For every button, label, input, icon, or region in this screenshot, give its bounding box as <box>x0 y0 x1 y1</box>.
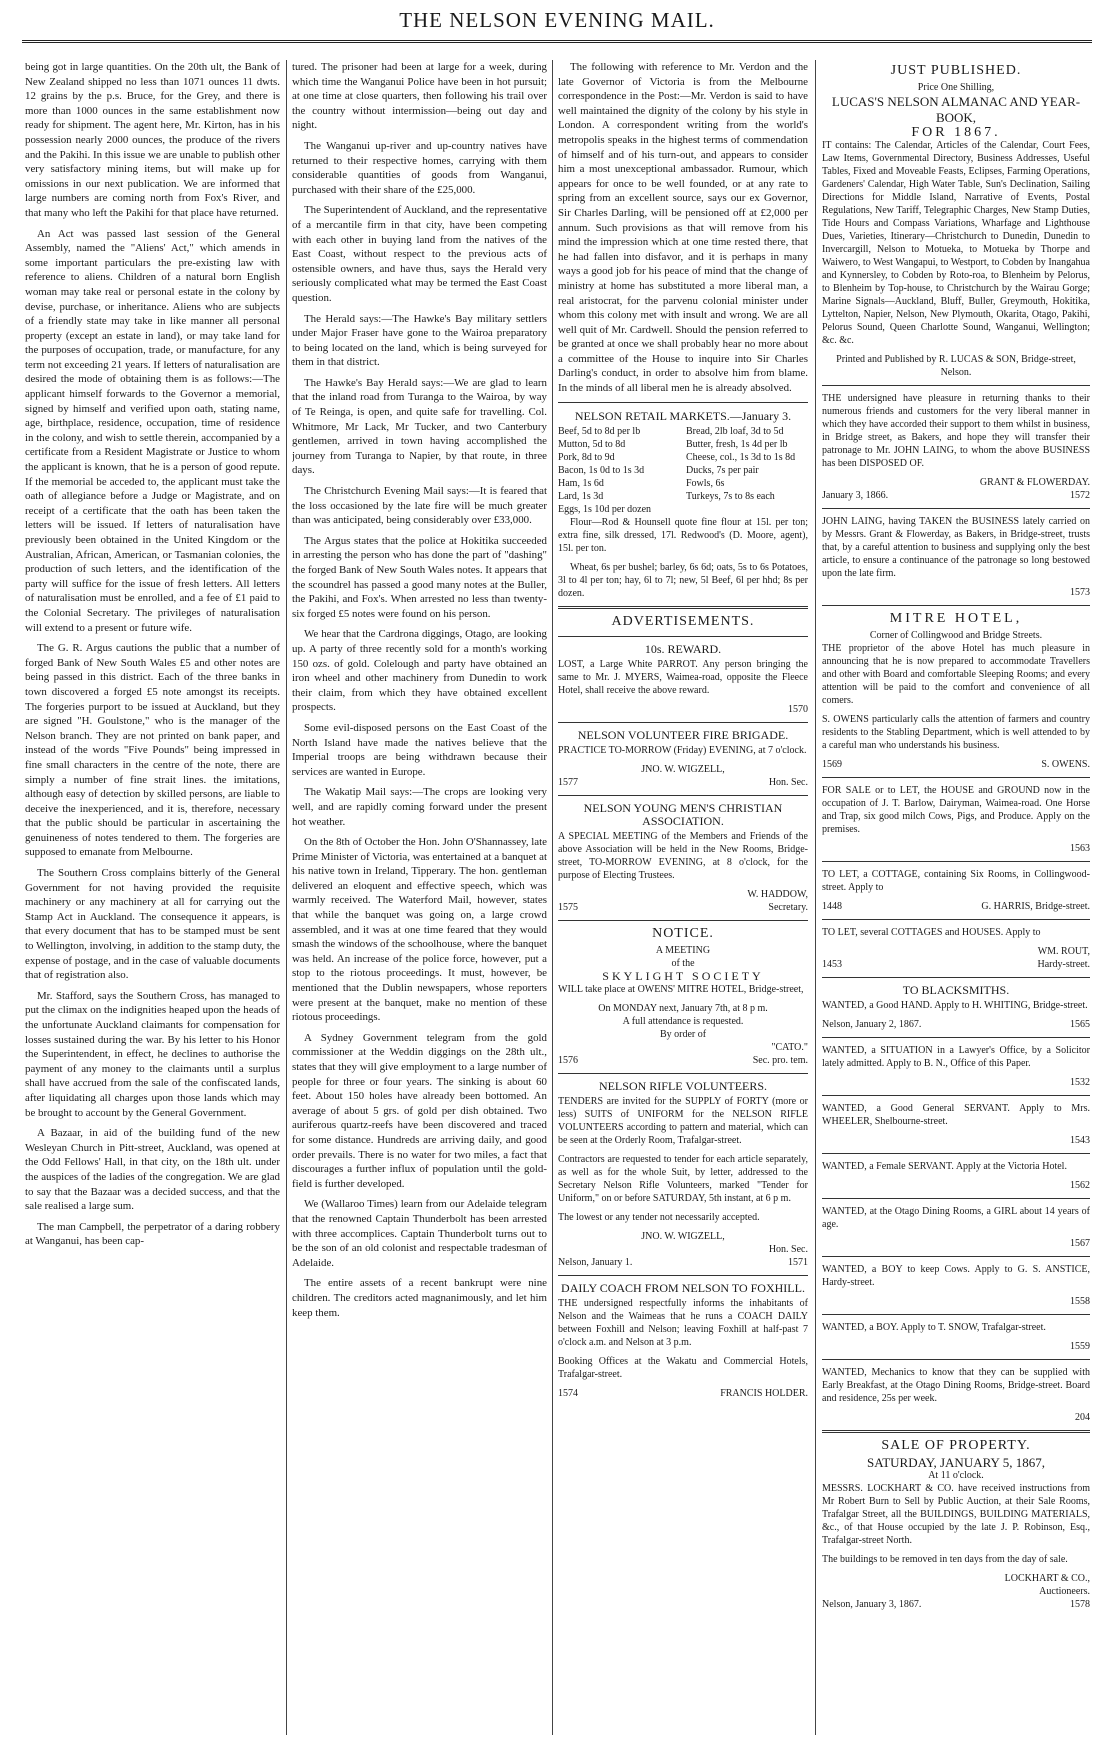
divider <box>822 605 1090 606</box>
column-1 <box>25 60 280 1740</box>
ad-date: January 3, 1866. <box>822 490 889 501</box>
ad-body: WANTED, a Good General SERVANT. Apply to Mrs. WHEELER, Shelbourne-street. <box>822 1103 1090 1127</box>
ad-body: THE undersigned respectfully informs the inhabitants of Nelson and the Waimeas that he runs a COACH DAILY between Foxhill and Nelson; leaving Foxhill at half-past 7 o'clock a.m. and Nelson at 3 p.m. <box>558 1297 808 1348</box>
sale-time: At 11 o'clock. <box>928 1470 984 1481</box>
notice-date: On MONDAY next, January 7th, at 8 p m. <box>598 1002 768 1014</box>
ad-body: TO LET, several COTTAGES and HOUSES. Apply to <box>822 927 1041 938</box>
markets-table <box>558 425 808 516</box>
divider <box>822 1314 1090 1315</box>
ad-footer <box>558 901 808 914</box>
divider <box>822 1430 1090 1433</box>
ad-number: 204 <box>1075 1412 1090 1423</box>
reward-ad <box>558 643 808 716</box>
market-item: Eggs, 1s 10d per dozen <box>558 504 652 516</box>
ad-footer <box>822 900 1090 913</box>
ad-body: S. OWENS particularly calls the attention of farmers and country residents to the Stabling Department, which is well attended to by a careful man who understands his business. <box>822 714 1090 751</box>
ad-heading: NELSON YOUNG MEN'S CHRISTIAN ASSOCIATION. <box>583 800 783 828</box>
notice-line: A full attendance is requested. <box>622 1015 744 1027</box>
ad-signature: JNO. W. WIGZELL, <box>641 763 725 775</box>
column-divider <box>552 60 553 1735</box>
fire-brigade-ad <box>558 729 808 789</box>
ad-heading: SALE OF PROPERTY. <box>881 1438 1031 1453</box>
ad-body: IT contains: The Calendar, Articles of the Calendar, Court Fees, Law Items, Governmental Directory, Business Addresses, Useful Tables, Fixed and Moveable Feasts, Eclipses, Farming Operations, Gardeners' Calendar, High Water Table, Sun's Declination, Sailing Directions for Middle Island, Narrative of Events, Postal Regulations, New Tariff, Telegraphic Charges, New Stamp Duties, Tide Hours and Compass Variations, Wharfage and Lighthouse Dues, Varieties, Itinerary—Christchurch to Dunedin, Dunedin to Invercargill, Nelson to Motueka, to Motueka by Thorpe and Waiwero, to West Wangapui, to Westport, to Cobden by Inangahua and Kynnersley, to Cobden by Roto-roa, to Blenheim by Pelorus, to Blenheim by Top-house, to Christchurch by the Wairau Gorge; Marine Signals—Auckland, Bluff, Buller, Greymouth, Hokitika, Lyttelton, Napier, Nelson, New Plymouth, Okarita, Otago, Pakihi, Pelorus Sound, Queen Charlotte Sound, Wanganui, Wellington; &c. &c. <box>822 140 1090 346</box>
ad-number: 1572 <box>1070 490 1090 501</box>
ad-role: Hon. Sec. <box>768 776 808 788</box>
ad-body: WANTED, a BOY. Apply to T. SNOW, Trafalgar-street. <box>822 1322 1046 1333</box>
ad-number: 1532 <box>1070 1077 1090 1088</box>
ad-role: Hon. Sec. <box>768 1243 808 1255</box>
notice-society: SKYLIGHT SOCIETY <box>602 968 764 983</box>
ad-body: WANTED, at the Otago Dining Rooms, a GIRL about 14 years of age. <box>822 1206 1090 1230</box>
ad-footer <box>558 1054 808 1067</box>
article-paragraph: Mr. Stafford, says the Southern Cross, has managed to put the climax on the indignities heaped upon the heads of the unfortunate Auckland claimants for compensation for losses sustained during the war. By his letter to his Honor the Superintendent, in effect, he declines to authorise the payment of any money to the claimants until a surplus shall have accrued from the sale of the confiscated lands, after liquidating all charges upon those lands which may be brought to account by the General Government. <box>25 989 280 1119</box>
column-4 <box>822 60 1090 1740</box>
ad-price: Price One Shilling, <box>917 82 995 93</box>
almanac-title: LUCAS'S NELSON ALMANAC AND YEAR-BOOK, <box>831 94 1081 125</box>
ad-date: Nelson, January 1. <box>558 1256 633 1268</box>
article-paragraph: The Superintendent of Auckland, and the representative of a mercantile firm in that city, have been competing with each other in buying land from the natives of the East Coast, without respect to the previous acts of ostensible owners, and have thus, says the Herald very seriously complicated what may be termed the East Coast question. <box>292 204 547 304</box>
divider <box>822 508 1090 509</box>
ad-publisher: Printed and Published by R. LUCAS & SON, Bridge-street, Nelson. <box>836 354 1076 378</box>
ymca-ad <box>558 802 808 914</box>
ad-number: 1543 <box>1070 1135 1090 1146</box>
market-item: Beef, 5d to 8d per lb <box>558 426 641 438</box>
ad-body: THE undersigned have pleasure in returning thanks to their numerous friends and customers for the very liberal manner in which they have accorded their support to them whilst in business, in Bridge street, as Bakers, and hope they will transfer their patronage to Mr. JOHN LAING, to whom the above BUSINESS has been DISPOSED OF. <box>822 393 1090 469</box>
notice-line: of the <box>671 957 695 969</box>
ad-number: 1559 <box>1070 1341 1090 1352</box>
ad-address: Hardy-street. <box>1037 959 1090 970</box>
ad-heading: NOTICE. <box>652 925 714 941</box>
markets-title: NELSON RETAIL MARKETS.—January 3. <box>574 408 792 423</box>
almanac-year: FOR 1867. <box>911 125 1001 140</box>
ad-role: Secretary. <box>768 901 808 913</box>
divider <box>822 777 1090 778</box>
market-item: Ham, 1s 6d <box>558 478 604 490</box>
ad-role: Auctioneers. <box>1039 1586 1090 1597</box>
ad-body: MESSRS. LOCKHART & CO. have received instructions from Mr Robert Burn to Sell by Public Auction, at their Sale Rooms, Trafalgar Street, all the BUILDINGS, BUILDING MATERIALS, &c., of that House occupied by the late J. P. Robinson, Esq., Trafalgar-street North. <box>822 1483 1090 1546</box>
ad-heading: NELSON VOLUNTEER FIRE BRIGADE. <box>577 727 789 742</box>
ad-heading: JUST PUBLISHED. <box>890 63 1022 78</box>
almanac-ad <box>822 64 1090 379</box>
ad-signature: S. OWENS. <box>1041 759 1090 770</box>
ad-subheading: Corner of Collingwood and Bridge Streets. <box>869 630 1043 641</box>
ad-body: WILL take place at OWENS' MITRE HOTEL, Bridge-street, <box>558 983 804 995</box>
ad-footer <box>558 1256 808 1269</box>
sale-of-property-ad <box>822 1439 1090 1611</box>
divider <box>822 1359 1090 1360</box>
ad-body: Contractors are requested to tender for each article separately, as well as for the whole Suit, by letter, addressed to the Secretary Nelson Rifle Volunteers, marked "Tender for Uniform," on or before SATURDAY, 5th instant, at 6 p m. <box>558 1153 808 1204</box>
ad-number: 1558 <box>1070 1296 1090 1307</box>
divider <box>822 977 1090 978</box>
ad-role: Sec. pro. tem. <box>752 1054 808 1066</box>
ad-number: 1577 <box>558 776 578 788</box>
ad-number: 1571 <box>788 1256 808 1268</box>
ad-signature: FRANCIS HOLDER. <box>720 1387 808 1399</box>
divider <box>822 1198 1090 1199</box>
column-divider <box>286 60 287 1735</box>
masthead <box>22 8 1092 33</box>
market-item: Turkeys, 7s to 8s each <box>686 491 775 503</box>
article-paragraph: We (Wallaroo Times) learn from our Adelaide telegram that the renowned Captain Thunderbolt has been arrested with three accomplices. Captain Thunderbolt turns out to be the son of an old colonist and respectable tradesman of Adelaide. <box>292 1198 547 1269</box>
divider <box>822 1256 1090 1257</box>
article-paragraph: A Sydney Government telegram from the gold commissioner at the Weddin diggings on the 28th ult., states that they will give employment to a large number of people for three or four years. The sinking is about 60 feet. About 150 holes have already been bottomed. An average of about 5 grs. of gold per dish obtained. Two auriferous quartz-reefs have been discovered and traced for some distance. Hundreds are arriving daily, and good order prevails. There is no water for two miles, a fact that discourages a further influx of population until the gold-field is further developed. <box>292 1031 547 1190</box>
cottages-ad <box>822 926 1090 971</box>
ad-body: JOHN LAING, having TAKEN the BUSINESS lately carried on by Messrs. Grant & Flowerday, as Bakers, in Bridge-street, trusts that, by a careful attention to business and supplying only the best article, to ensure a continuance of the patronage so long bestowed upon the late firm. <box>822 516 1090 579</box>
article-paragraph: An Act was passed last session of the General Assembly, named the "Aliens' Act," which amends in some important particulars the pre-existing law with reference to aliens. Children of a natural born English woman may take real or personal estate in the colony by devise, purchase, or inheritance. Aliens who are subjects of a friendly state may take in like manner all personal property (except an estate in land), or may take land for the purposes of occupation, trade, or manufacture, for any term not exceeding 21 years. If letters of naturalisation are desired the mode of obtaining them is as follows:—The applicant himself forwards to the Governor a memorial, signed by himself and verified upon oath, stating name, age, birthplace, residence, occupation, time of residence in the colony, and wish to settle therein, accompanied by a certificate from a Resident Magistrate or Justice to whom the applicant is known, that he is a person of good repute. If the memorial be acceded to, the applicant must take the oath of allegiance before a Judge or Magistrate, and on receipt of a certificate that the oath has been taken the letters will be issued. If letters of naturalisation have previously been obtained in the United Kingdom or the Australian, African, American, or Tasmanian colonies, the production of such letters, and the identification of the party will suffice for the issue of fresh letters. All letters of naturalisation must be enrolled, and a fee of £1 paid to the Colonial Secretary. The privileges of naturalisation will extend to a present or future wife. <box>25 227 280 634</box>
divider <box>822 861 1090 862</box>
coach-ad <box>558 1282 808 1400</box>
column-3 <box>558 60 808 1740</box>
notice-ad <box>558 927 808 1067</box>
ad-signature: G. HARRIS, Bridge-street. <box>981 901 1090 912</box>
ad-number: 1565 <box>1070 1019 1090 1030</box>
ad-body: THE proprietor of the above Hotel has much pleasure in announcing that he is now prepared to accommodate Travellers and other with Board and comfortable Sleeping Rooms; and every attention will be paid to the comfort and convenience of all comers. <box>822 643 1090 706</box>
ad-heading: 10s. REWARD. <box>644 641 722 656</box>
ad-body: TO LET, a COTTAGE, containing Six Rooms, in Collingwood-street. Apply to <box>822 869 1090 893</box>
ad-number: 1576 <box>558 1054 578 1066</box>
ad-footer <box>822 489 1090 502</box>
for-sale-ad <box>822 784 1090 855</box>
article-paragraph: The Hawke's Bay Herald says:—We are glad to learn that the inland road from Turanga to the Wairoa, by way of Te Reinga, is open, and quite safe for travelling. Col. Whitmore, Mr Lack, Mr Tucker, and two Canterbury gentlemen, arrived in town having accomplished the journey from Turanga to Napier, by that route, in three days. <box>292 376 547 477</box>
advertisements-heading: ADVERTISEMENTS. <box>611 614 755 630</box>
ad-heading: MITRE HOTEL, <box>889 611 1023 626</box>
column-divider <box>815 60 816 1735</box>
ad-body: TENDERS are invited for the SUPPLY of FORTY (more or less) SUITS of UNIFORM for the NELSON RIFLE VOLUNTEERS according to pattern and material, which can be seen at the Orderly Room, Trafalgar-street. <box>558 1095 808 1146</box>
ad-signature: W. HADDOW, <box>747 888 808 900</box>
article-paragraph: The Herald says:—The Hawke's Bay military settlers under Major Fraser have gone to the Wairoa preparatory to being located on the land, which is being surveyed for them in that district. <box>292 312 547 369</box>
ad-footer <box>558 1387 808 1400</box>
rifle-volunteers-ad <box>558 1080 808 1269</box>
divider <box>558 636 808 637</box>
ad-body: A SPECIAL MEETING of the Members and Friends of the above Association will be held in the New Rooms, Bridge-street, TO-MORROW EVENING, at 8 o'clock, for the purpose of Electing Trustees. <box>558 830 808 881</box>
ad-body: WANTED, a Female SERVANT. Apply at the Victoria Hotel. <box>822 1161 1067 1172</box>
markets-note: Wheat, 6s per bushel; barley, 6s 6d; oats, 5s to 6s Potatoes, 3l to 4l per ton; hay, 6l to 7l; new, 5l Beef, 6l per hhd; 8s per dozen. <box>558 562 808 600</box>
article-paragraph: The G. R. Argus cautions the public that a number of forged Bank of New South Wales £5 and other notes are being passed in this district. Each of the three banks in town discovered a forged £5 note amongst its receipts. The forgeries purport to be issued at Auckland, but they are signed "H. Goulstone," who is the manager of the Nelson branch. They are not printed on bank paper, and instead of the words "Five Pounds" being impressed in fine small characters in the centre of the note, there are simply a number of fine strait lines. the imitations, although easy of detection by skilled persons, are liable to deceive the inexperienced, and it is, therefore, necessary that the public should be particular in ascertaining the genuineness of notes tendered to them. The forgeries are supposed to emanate from Melbourne. <box>25 642 280 859</box>
ad-body: LOST, a Large White PARROT. Any person bringing the same to Mr. J. MYERS, Waimea-road, opposite the Fleece Hotel, shall receive the above reward. <box>558 658 808 696</box>
ad-number: 1453 <box>822 959 842 970</box>
market-item: Pork, 8d to 9d <box>558 452 615 464</box>
ad-body: WANTED, a BOY to keep Cows. Apply to G. S. ANSTICE, Hardy-street. <box>822 1264 1090 1288</box>
market-item: Bread, 2lb loaf, 3d to 5d <box>686 426 784 438</box>
ad-footer <box>822 958 1090 971</box>
cottage-ad <box>822 868 1090 913</box>
notice-line: A MEETING <box>655 944 711 956</box>
article-paragraph: The Wakatip Mail says:—The crops are looking very well, and are rapidly coming forward under the present hot weather. <box>292 786 547 828</box>
ad-number: 1578 <box>1070 1599 1090 1610</box>
market-item: Fowls, 6s <box>686 478 725 490</box>
mitre-hotel-ad <box>822 612 1090 771</box>
divider <box>558 1073 808 1074</box>
ad-footer <box>558 776 808 789</box>
ad-number: 1567 <box>1070 1238 1090 1249</box>
ad-number: 1573 <box>1070 587 1090 598</box>
ad-number: 1562 <box>1070 1180 1090 1191</box>
market-item <box>686 503 808 516</box>
ad-number: 1448 <box>822 901 842 912</box>
market-item: Bacon, 1s 0d to 1s 3d <box>558 465 645 477</box>
ad-signature: LOCKHART & CO., <box>1004 1573 1090 1584</box>
sale-date: SATURDAY, JANUARY 5, 1867, <box>867 1455 1045 1470</box>
divider <box>558 606 808 609</box>
ad-signature: GRANT & FLOWERDAY. <box>979 477 1090 488</box>
article-paragraph: The Argus states that the police at Hokitika succeeded in arresting the person who has done the part of "dashing" the forged Bank of New South Wales notes. It appears that the scoundrel has passed a good many notes at the Buller, the Pakihi, and Fox's. When arrested no less than twenty-six forged £5 notes were found on his person. <box>292 534 547 620</box>
divider <box>822 1153 1090 1154</box>
ad-body: FOR SALE or to LET, the HOUSE and GROUND now in the occupation of J. T. Barlow, Dairyman, Waimea-road. One Horse and Trap, six good milch Cows, Pigs, and Produce. Apply on the premises. <box>822 785 1090 835</box>
divider <box>822 919 1090 920</box>
article-paragraph: The Southern Cross complains bitterly of the General Government for not having provided the requisite machinery or any machinery at all for carrying out the Stamp Act in Auckland. The consequence it appears, is that every document that has to be stamped must be sent to Wellington, involving, in addition to the stamp duty, the expense of postage, and in the case of valuable documents that of registration also. <box>25 867 280 982</box>
divider <box>822 1095 1090 1096</box>
ad-heading: TO BLACKSMITHS. <box>902 983 1010 997</box>
ad-signature: JNO. W. WIGZELL, <box>641 1230 725 1242</box>
masthead-rule <box>22 40 1092 43</box>
article-paragraph: tured. The prisoner had been at large for a week, during which time the Wanganui Police have been in hot pursuit; at one time at close quarters, then following his trail over the country without intermission—being out day and night. <box>292 61 547 132</box>
market-item: Cheese, col., 1s 3d to 1s 8d <box>686 452 796 464</box>
markets-note: Flour—Rod & Hounsell quote fine flour at 15l. per ton; extra fine, silk dressed, 17l. Redwood's (D. Moore, agent), 15l. per ton. <box>558 517 808 555</box>
newspaper-title: THE NELSON EVENING MAIL. <box>399 8 715 32</box>
divider <box>558 722 808 723</box>
ad-signature: WM. ROUT, <box>1037 946 1090 957</box>
ad-footer <box>822 758 1090 771</box>
ad-number: 1563 <box>1070 843 1090 854</box>
notice-line: By order of <box>659 1028 707 1040</box>
ad-heading: NELSON RIFLE VOLUNTEERS. <box>598 1078 768 1093</box>
grant-flowerday-ad <box>822 392 1090 502</box>
wanted-ads <box>822 984 1090 1424</box>
market-item: Ducks, 7s per pair <box>686 465 759 477</box>
article-paragraph: The Wanganui up-river and up-country natives have returned to their respective homes, carrying with them considerable quantities of goods from Wanganui, purchased with their share of the £25,000. <box>292 139 547 196</box>
john-laing-ad <box>822 515 1090 599</box>
article-paragraph: A Bazaar, in aid of the building fund of the new Wesleyan Church in Pitt-street, Auckland, was opened at the Odd Fellows' Hall, in that city, on the 18th ult. under the auspices of the ladies of the congregation. We are glad to say that the Bazaar was a decided success, and that the sale realised a large sum. <box>25 1127 280 1213</box>
article-paragraph: The following with reference to Mr. Verdon and the late Governor of Victoria is from the Melbourne correspondence in the Post:—Mr. Verdon is said to have well maintained the dignity of the colony by his style in London. A correspondent writing from the world's metropolis speaks in the highest terms of commendation of himself and of his turn-out, and appears to consider him a most unexceptional ambassador. Rumour, which appears for once to be well founded, or at any rate to spring from an excellent source, says our ex Governor, Sir Charles Darling, will be pensioned off at £2,000 per annum. Such provisions as that will remove from his mind the impression which at one time rested there, that he had fallen into disfavor, and it is perhaps in many ways a good job for his peace of mind that the change of ministry at home has substituted a more liberal man, a real aristocrat, for the parvenu colonial minister under whom this colony met with insult and wrong. We are all well quit of Mr. Cardwell. Should the pension referred to be granted at once we shall probably hear no more about a committee of the House to inquire into Sir Charles Darling's conduct, in order to absolve him from blame. In the minds of all liberal men he is already absolved. <box>558 61 808 395</box>
article-paragraph: The entire assets of a recent bankrupt were nine children. The creditors acted magnanimously, and let him keep them. <box>292 1277 547 1319</box>
divider <box>822 1037 1090 1038</box>
ad-number: 1570 <box>788 703 808 715</box>
ad-body: WANTED, a SITUATION in a Lawyer's Office, by a Solicitor lately admitted. Apply to B. N., Office of this Paper. <box>822 1045 1090 1069</box>
ad-number: 1574 <box>558 1387 578 1399</box>
ad-body: WANTED, Mechanics to know that they can be supplied with Early Breakfast, at the Otago Dining Rooms, Bridge-street. Board and residence, 25s per week. <box>822 1367 1090 1404</box>
divider <box>822 385 1090 386</box>
ad-heading: DAILY COACH FROM NELSON TO FOXHILL. <box>561 1280 805 1295</box>
article-paragraph: On the 8th of October the Hon. John O'Shannassey, late Prime Minister of Victoria, was entertained at a banquet at his native town in Ireland, Tipperary. The hon. gentleman delivered an eloquent and effective speech, which was warmly received. The Waterford Mail, however, states that while the banquet was going on, a large crowd assembled, and it was at one time feared that they would smash the windows of the schoolhouse, where the banquet was held. An increase of the police force, however, put a stop to the riotous proceedings. It must, however, be mentioned that the Dublin newspapers, whose reporters were present at the banquet, make no mention of these riotous proceedings. <box>292 836 547 1024</box>
article-paragraph: Some evil-disposed persons on the East Coast of the North Island have made the natives believe that the Imperial troops are being withdrawn because their services are wanted in Europe. <box>292 721 547 778</box>
market-item: Mutton, 5d to 8d <box>558 439 626 451</box>
notice-signature: "CATO." <box>771 1041 808 1053</box>
ad-body: The lowest or any tender not necessarily accepted. <box>558 1211 760 1223</box>
article-paragraph: being got in large quantities. On the 20th ult, the Bank of New Zealand shipped no less than 1071 ounces 11 dwts. 12 grains by the p.s. Bruce, for the Grey, and there is more than 1000 ounces in the same establishment now ready for shipment. The agent here, Mr. Kirton, has in his possession nearly 2000 ounces, the produce of the rivers and the Pakihi. In this issue we are unable to publish other very satisfactory mining items, but will make up for omissions in our next publication. We are informed that large numbers are coming north from Fox's River, and that many who left the Pakihi for that place have returned. <box>25 61 280 219</box>
article-paragraph: The Christchurch Evening Mail says:—It is feared that the loss occasioned by the late fire will be much greater than was anticipated, being considerably over £33,000. <box>292 485 547 527</box>
ad-date: Nelson, January 3, 1867. <box>822 1599 922 1610</box>
ad-date: Nelson, January 2, 1867. <box>822 1019 922 1030</box>
divider <box>558 920 808 921</box>
ad-footer <box>822 1018 1090 1031</box>
market-item: Butter, fresh, 1s 4d per lb <box>686 439 788 451</box>
ad-number: 1569 <box>822 759 842 770</box>
column-2 <box>292 60 547 1740</box>
ad-number: 1575 <box>558 901 578 913</box>
ad-body: The buildings to be removed in ten days from the day of sale. <box>822 1554 1068 1565</box>
article-paragraph: We hear that the Cardrona diggings, Otago, are looking up. A party of three recently sold for a month's working 150 ozs. of gold. Colelough and party have obtained an iron wheel and other machinery from Dunedin to work their claim, from which they have obtained excellent prospects. <box>292 628 547 714</box>
market-item: Lard, 1s 3d <box>558 491 604 503</box>
article-paragraph: The man Campbell, the perpetrator of a daring robbery at Wanganui, has been cap- <box>25 1220 280 1248</box>
ad-footer <box>822 1598 1090 1611</box>
divider <box>558 402 808 403</box>
ad-body: Booking Offices at the Wakatu and Commercial Hotels, Trafalgar-street. <box>558 1355 808 1380</box>
divider <box>558 1275 808 1276</box>
ad-body: WANTED, a Good HAND. Apply to H. WHITING, Bridge-street. <box>822 1000 1088 1011</box>
divider <box>558 795 808 796</box>
ad-body: PRACTICE TO-MORROW (Friday) EVENING, at 7 o'clock. <box>558 744 807 756</box>
